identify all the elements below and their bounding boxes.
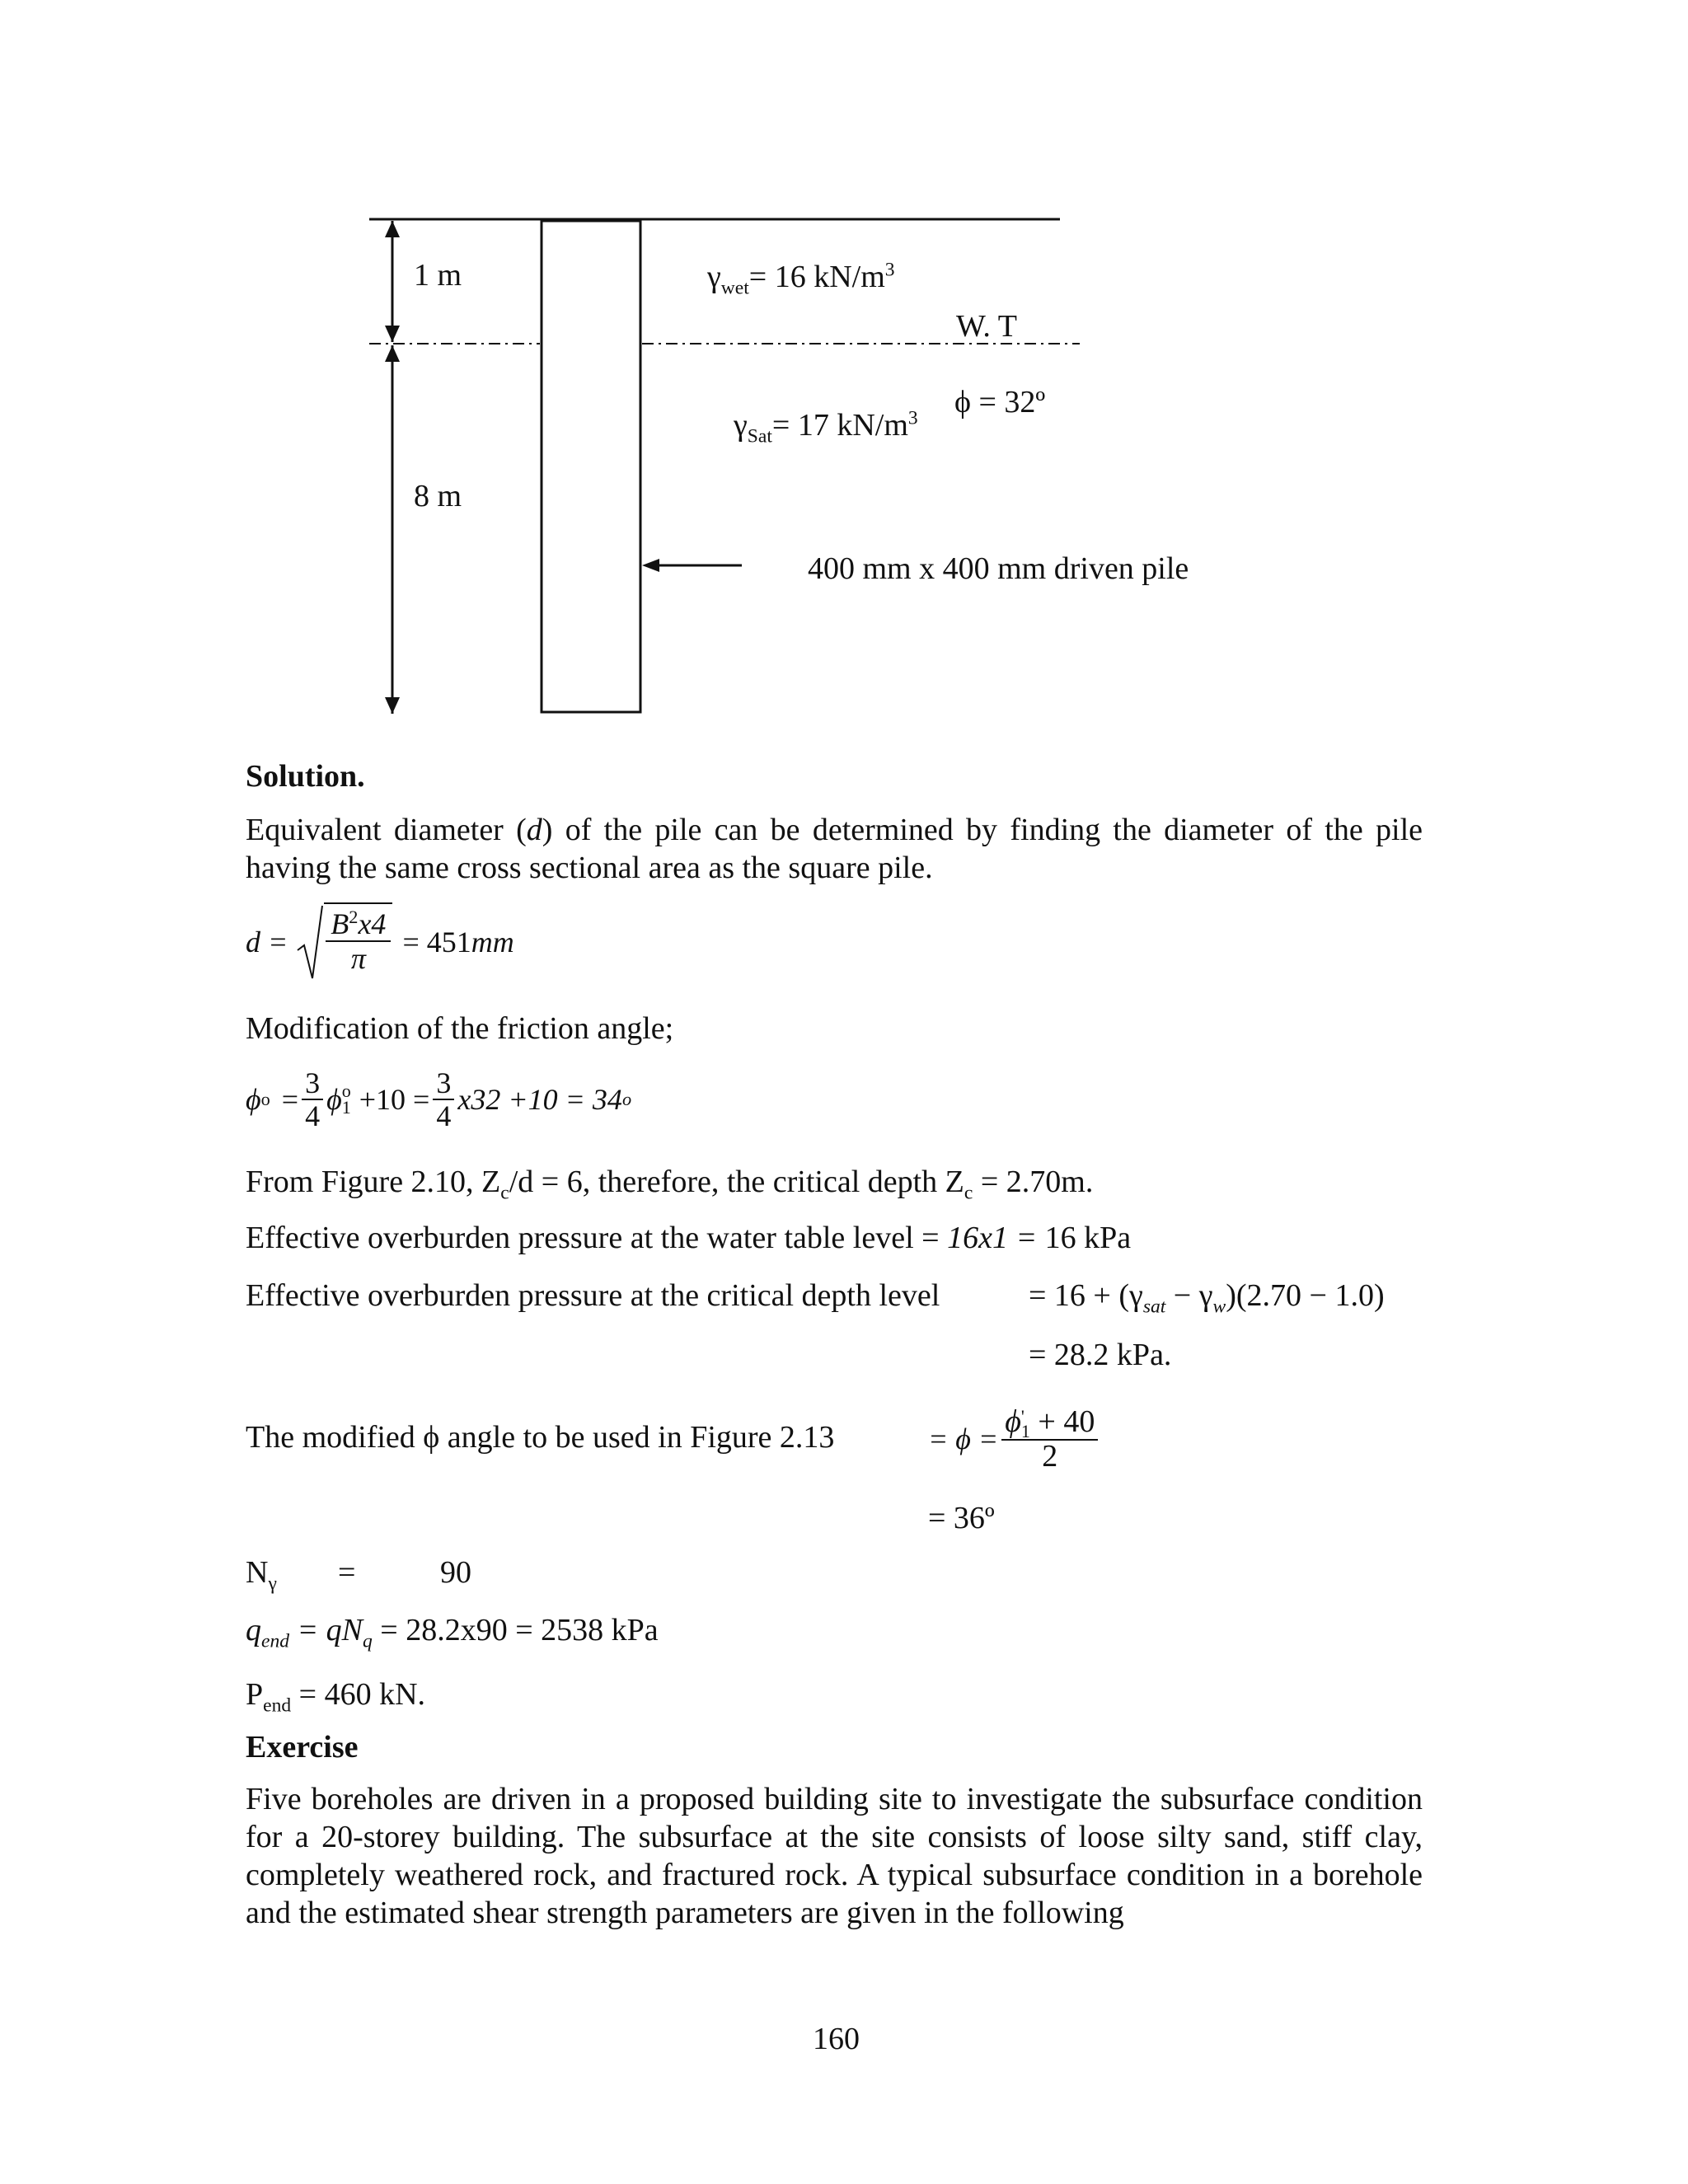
pile-pointer-arrow-head <box>642 559 659 572</box>
exercise-body: Five boreholes are driven in a proposed building site to investigate the subsurface condition for a 20-storey building. The subsurface at the site consists of loose silty sand, stiff clay, completely weathered rock, and fractured rock. A typical subsurface condition in a borehole and the estimated shear strength parameters are given in the following <box>246 1782 1423 1930</box>
phi-32-label: ϕ = 32º <box>954 385 1046 419</box>
n-gamma-label: $N_\gamma$ <box>246 1555 277 1595</box>
gamma-sat-label: $\gamma_{Sat}= 17$ $kN/m^3$ <box>734 407 918 448</box>
modified-phi-text: The modified ϕ angle to be used in Figure 2.13 <box>246 1420 835 1455</box>
overburden-water-table-text: Effective overburden pressure at the water table level = 16x1 = 16 kPa <box>246 1221 1132 1255</box>
arrow-head-1m-bottom <box>385 326 400 342</box>
modification-text: Modification of the friction angle; <box>246 1011 674 1046</box>
arrow-head-8m-bottom <box>385 697 400 714</box>
overburden-critical-depth-expression: = $16 + (\gamma_{sat} - \gamma_w)(2.70 - 1.0)$ <box>1029 1278 1385 1318</box>
water-table-label: W. T <box>956 309 1017 344</box>
depth-label-8m: 8 m <box>414 479 462 513</box>
n-gamma-equals: = <box>338 1555 356 1590</box>
pile <box>542 221 640 712</box>
equation-modified-phi: ϕ o = $\frac{3}{4}$ ϕ o 1 +10 = $\frac{3}{4}$ x32 +10 = 34 o <box>246 1066 632 1132</box>
phi-result: = 36º <box>928 1501 995 1535</box>
exercise-heading: Exercise <box>246 1730 359 1765</box>
n-gamma-value: 90 <box>440 1555 471 1590</box>
p-end-text: $P_{end} = 460$ kN. <box>246 1677 426 1717</box>
pile-diagram <box>0 0 1688 742</box>
equation-equivalent-diameter: d = $\frac{B^2x4}{\pi}$ = 451 mm <box>246 905 514 979</box>
arrow-head-1m-top <box>385 221 400 237</box>
pile-label: 400 mm x 400 mm driven pile <box>808 551 1189 586</box>
page-number: 160 <box>813 2022 860 2056</box>
overburden-critical-depth-text: Effective overburden pressure at the critical depth level <box>246 1278 940 1313</box>
sqrt-sign <box>296 902 324 982</box>
critical-depth-text: From Figure 2.10, $Z_c/d = 6$, therefore, the critical depth $Z_c = 2.70m$. <box>246 1165 1094 1204</box>
solution-intro-paragraph: Equivalent diameter (d) of the pile can be determined by finding the diameter of the pile having the same cross sectional area as the square pile. <box>246 813 1423 885</box>
arrow-head-8m-top <box>385 345 400 362</box>
solution-heading: Solution. <box>246 759 365 794</box>
q-end-equation: $q_{end} = qN_q = 28.2x90 = 2538$ kPa <box>246 1613 659 1652</box>
overburden-result: = 28.2 kPa. <box>1029 1338 1172 1372</box>
modified-phi-equation: = ϕ = ϕ ' 1 + 40 2 <box>928 1396 1101 1482</box>
gamma-wet-label: $\gamma_{wet}= 16$ $kN/m^3$ <box>707 259 895 299</box>
depth-label-1m: 1 m <box>414 258 462 293</box>
